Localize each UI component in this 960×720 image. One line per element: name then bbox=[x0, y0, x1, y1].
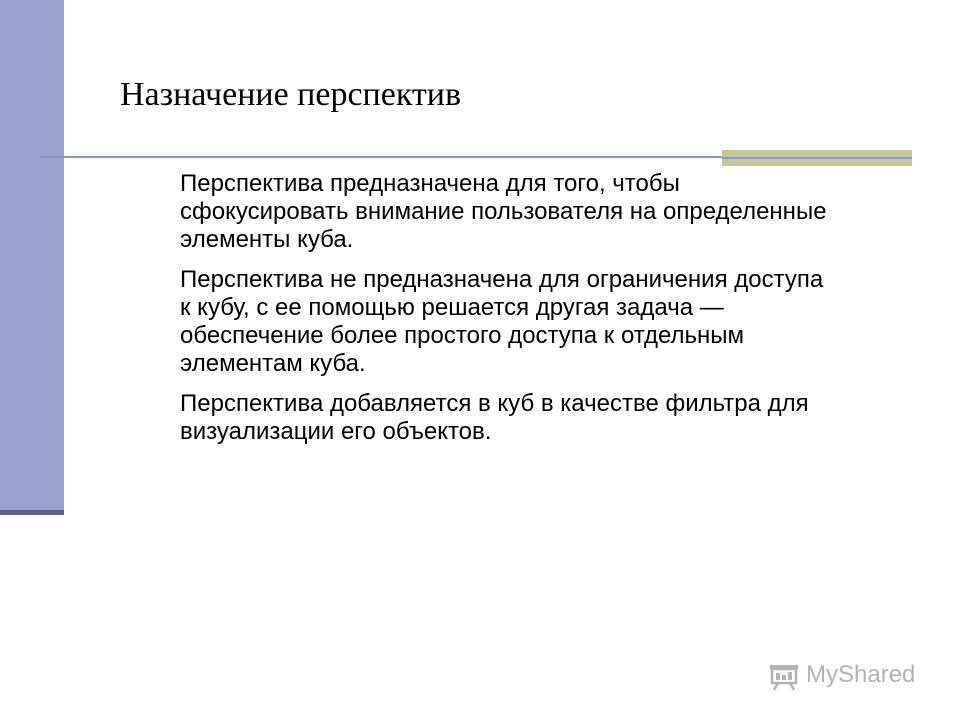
presentation-board-icon bbox=[768, 659, 800, 691]
slide-title: Назначение перспектив bbox=[120, 76, 462, 113]
body-paragraph: Перспектива предназначена для того, чтобы сфокусировать внимание пользователя на определенные элементы куба. bbox=[180, 170, 827, 253]
slide-body bbox=[180, 170, 840, 458]
title-divider-accent-line bbox=[722, 157, 912, 159]
body-paragraph: Перспектива добавляется в куб в качестве фильтра для визуализации его объектов. bbox=[180, 390, 809, 445]
watermark-text: MyShared bbox=[806, 661, 916, 688]
watermark-logo bbox=[768, 658, 915, 692]
side-accent-bar bbox=[0, 0, 64, 512]
body-paragraph: Перспектива не предназначена для ограничения доступа к кубу, с ее помощью решается другая задача — обеспечение более простого доступа к отдельным элементам куба. bbox=[180, 266, 824, 377]
side-accent-bar-shadow bbox=[0, 510, 64, 515]
